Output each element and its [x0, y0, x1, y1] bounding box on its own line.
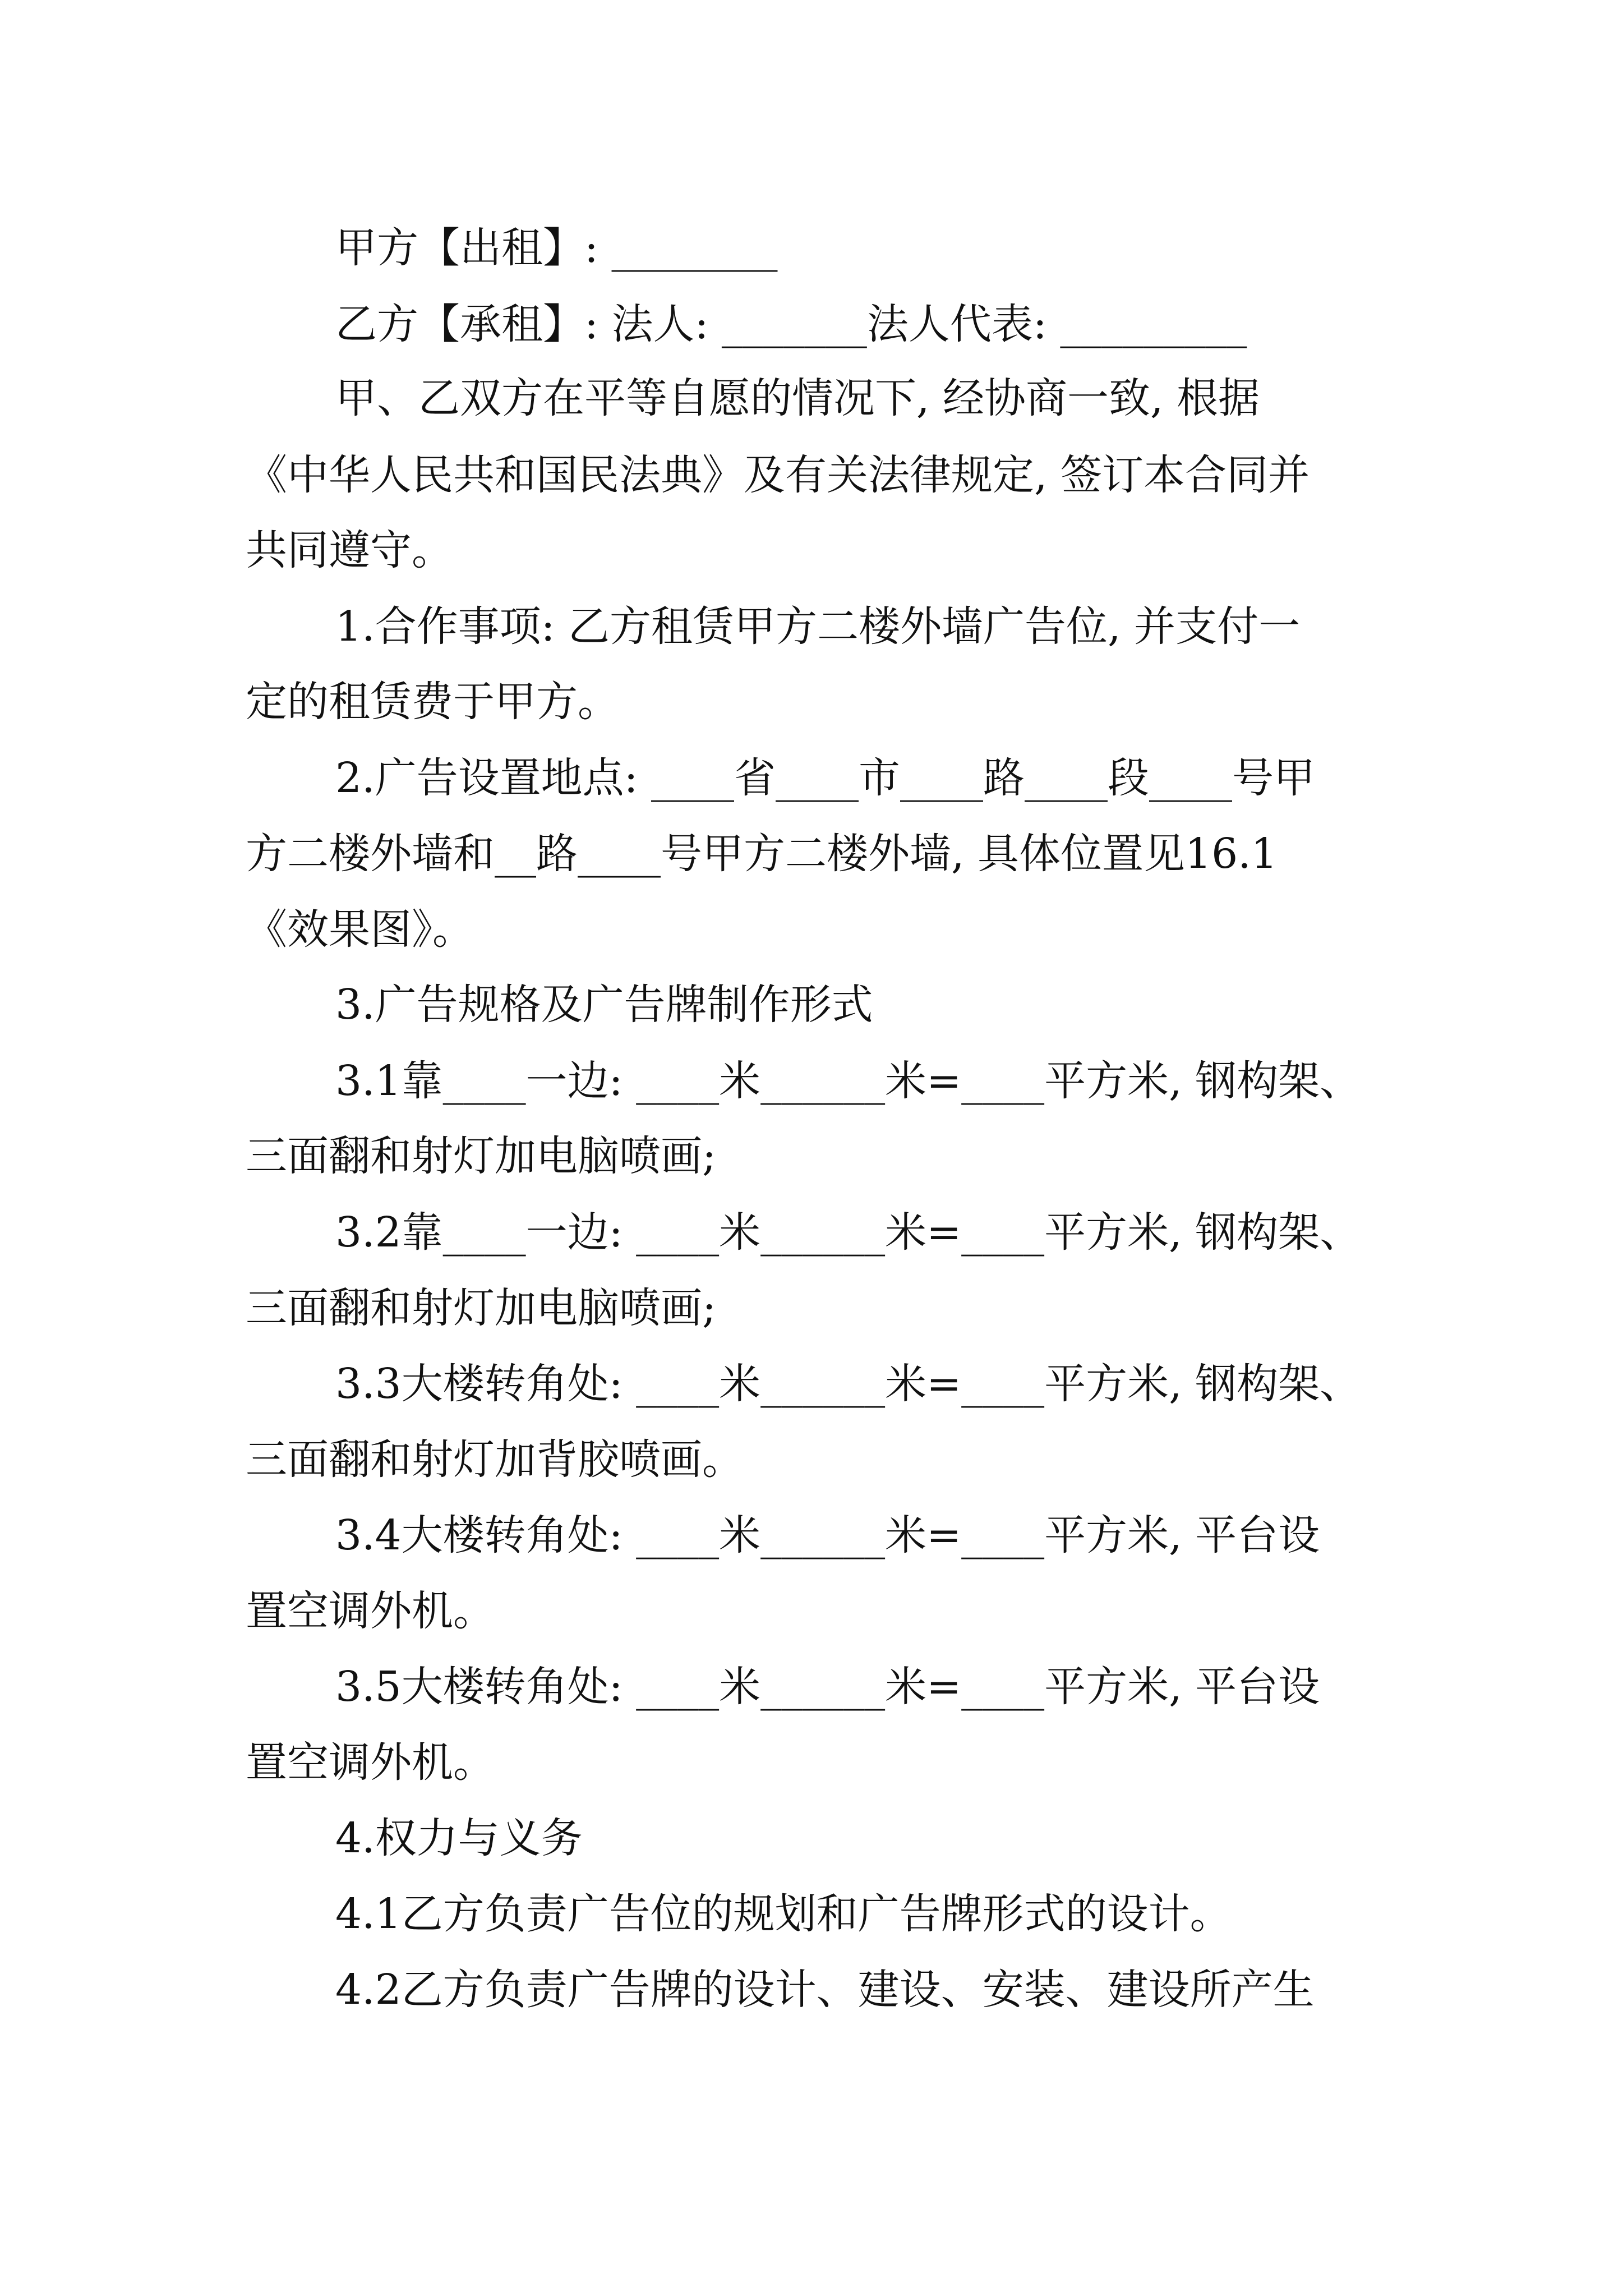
- clause-2-line-3: 《效果图》。: [246, 905, 474, 954]
- clause-3-4-line-2: 置空调外机。: [246, 1587, 495, 1635]
- clause-4-2-line-1: 4.2乙方负责广告牌的设计、建设、安装、建设所产生: [335, 1966, 1315, 2014]
- clause-3-1-line-1: 3.1靠____一边: ____米______米=____平方米, 钢构架、: [335, 1057, 1362, 1105]
- clause-3-2-line-2: 三面翻和射灯加电脑喷画;: [246, 1284, 716, 1332]
- clause-3-2-line-1: 3.2靠____一边: ____米______米=____平方米, 钢构架、: [335, 1208, 1362, 1257]
- clause-3-4-line-1: 3.4大楼转角处: ____米______米=____平方米, 平台设: [335, 1511, 1320, 1559]
- preamble-line-1: 甲、乙双方在平等自愿的情况下, 经协商一致, 根据: [335, 374, 1260, 422]
- party-b-line: 乙方【承租】: 法人: _______法人代表: _________: [335, 300, 1247, 348]
- clause-3-5-line-1: 3.5大楼转角处: ____米______米=____平方米, 平台设: [335, 1663, 1320, 1711]
- clause-3-3-line-2: 三面翻和射灯加背胶喷画。: [246, 1435, 744, 1484]
- clause-1-line-2: 定的租赁费于甲方。: [246, 678, 619, 726]
- clause-4-heading: 4.权力与义务: [335, 1814, 583, 1862]
- party-a-line: 甲方【出租】: ________: [335, 224, 778, 272]
- clause-2-line-1: 2.广告设置地点: ____省____市____路____段____号甲: [335, 754, 1316, 802]
- clause-3-3-line-1: 3.3大楼转角处: ____米______米=____平方米, 钢构架、: [335, 1360, 1362, 1408]
- clause-1-line-1: 1.合作事项: 乙方租赁甲方二楼外墙广告位, 并支付一: [335, 602, 1301, 651]
- clause-4-1-line-1: 4.1乙方负责广告位的规划和广告牌形式的设计。: [335, 1890, 1232, 1938]
- clause-2-line-2: 方二楼外墙和__路____号甲方二楼外墙, 具体位置见16.1: [246, 830, 1278, 878]
- preamble-line-2: 《中华人民共和国民法典》及有关法律规定, 签订本合同并: [246, 451, 1310, 499]
- clause-3-heading: 3.广告规格及广告牌制作形式: [335, 981, 873, 1029]
- clause-3-1-line-2: 三面翻和射灯加电脑喷画;: [246, 1132, 716, 1180]
- clause-3-5-line-2: 置空调外机。: [246, 1738, 495, 1787]
- preamble-line-3: 共同遵守。: [246, 526, 453, 574]
